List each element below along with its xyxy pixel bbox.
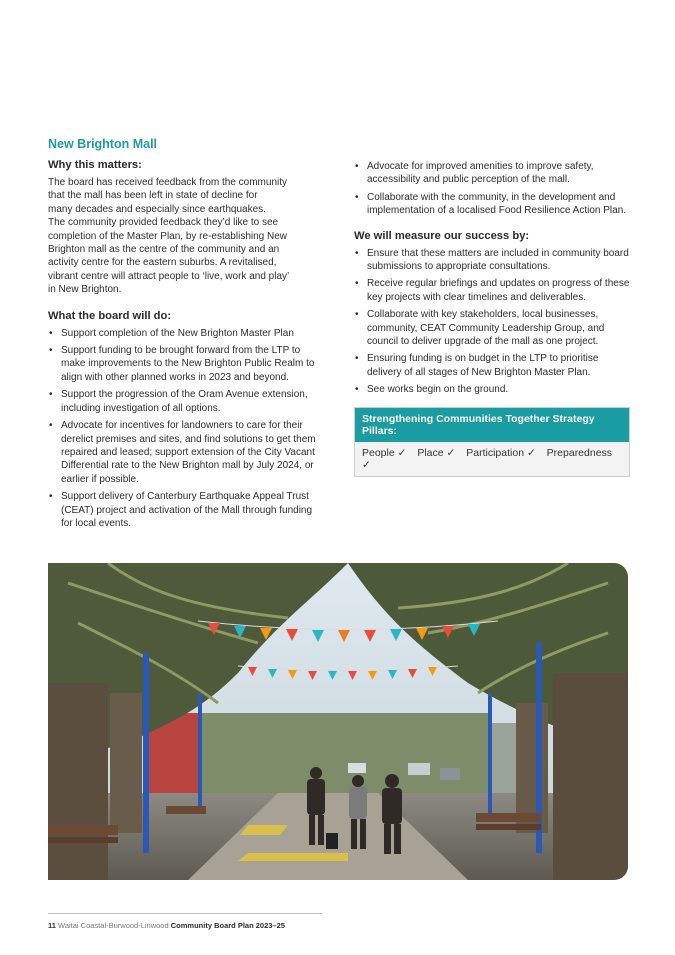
measure-heading: We will measure our success by: bbox=[354, 229, 530, 242]
advocate-list bbox=[354, 160, 630, 218]
list-item: • Ensuring funding is on budget in the LTP to prioritise delivery of all stages of New Brighton Master Plan. bbox=[354, 352, 630, 379]
page-footer bbox=[48, 921, 285, 930]
pillars-heading: Strengthening Communities Together Strategy Pillars: bbox=[355, 408, 629, 442]
pillar-participation: Participation ✓ bbox=[466, 446, 536, 459]
why-line: that the mall has been left in state of decline for bbox=[48, 190, 258, 202]
list-item: • Support funding to be brought forward from the LTP to make improvements to the New Brighton Public Realm to align with other planned works in 2023 and beyond. bbox=[48, 344, 323, 384]
why-line: many decades and especially since earthquakes. bbox=[48, 203, 266, 215]
page-title: New Brighton Mall bbox=[48, 137, 158, 151]
why-heading: Why this matters: bbox=[48, 159, 142, 171]
list-item: • See works begin on the ground. bbox=[354, 383, 630, 396]
footer-board-name: Waitai Coastal-Burwood-Linwood bbox=[58, 921, 169, 930]
mall-photo-illustration bbox=[48, 563, 628, 880]
board-list bbox=[48, 327, 323, 531]
list-item: • Ensure that these matters are included in community board submissions to appropriate consultations. bbox=[354, 247, 630, 274]
pillars-list bbox=[355, 442, 629, 476]
why-line: The board has received feedback from the community bbox=[48, 177, 288, 188]
pillar-place: Place ✓ bbox=[417, 446, 456, 459]
list-item: • Support completion of the New Brighton Master Plan bbox=[48, 327, 323, 340]
measure-list bbox=[354, 247, 630, 397]
why-line: activity centre for the eastern suburbs. A revitalised, bbox=[48, 257, 277, 269]
list-item: • Advocate for incentives for landowners to care for their derelict premises and sites, and find solutions to get them repaired and leased; support extension of the City Vacant Differential rate to the New Brighton mall by July 2024, or earlier if possible. bbox=[48, 419, 323, 486]
why-line: Brighton mall as the centre of the community and an bbox=[48, 244, 280, 256]
why-line: completion of the Master Plan, by re-establishing New bbox=[48, 230, 288, 242]
mall-photo bbox=[48, 563, 628, 880]
strategy-pillars-box bbox=[354, 407, 630, 477]
list-item: • Advocate for improved amenities to improve safety, accessibility and public perception of the mall. bbox=[354, 160, 630, 187]
why-paragraph bbox=[48, 176, 323, 297]
pillar-people: People ✓ bbox=[362, 446, 407, 459]
why-line: The community provided feedback they’d like to see bbox=[48, 217, 279, 229]
board-heading: What the board will do: bbox=[48, 309, 172, 322]
why-line: vibrant centre will attract people to ‘live, work and play’ bbox=[48, 270, 290, 282]
list-item: • Support delivery of Canterbury Earthquake Appeal Trust (CEAT) project and activation of the Mall through funding for local events. bbox=[48, 490, 323, 530]
list-item: • Receive regular briefings and updates on progress of these key projects with clear timelines and deliverables. bbox=[354, 277, 630, 304]
list-item: • Collaborate with key stakeholders, local businesses, community, CEAT Community Leadership Group, and council to deliver upgrade of the mall as one project. bbox=[354, 308, 630, 348]
footer-plan-title: Community Board Plan 2023–25 bbox=[170, 921, 285, 930]
list-item: • Collaborate with the community, in the development and implementation of a localised Food Resilience Action Plan. bbox=[354, 191, 630, 218]
why-line: in New Brighton. bbox=[48, 284, 122, 296]
page-number: 11 bbox=[48, 921, 56, 930]
pillar-preparedness: Preparedness ✓ bbox=[362, 446, 613, 471]
footer-divider bbox=[48, 913, 322, 914]
right-column bbox=[354, 160, 630, 477]
list-item: • Support the progression of the Oram Avenue extension, including investigation of all options. bbox=[48, 388, 323, 415]
left-column bbox=[48, 137, 323, 534]
